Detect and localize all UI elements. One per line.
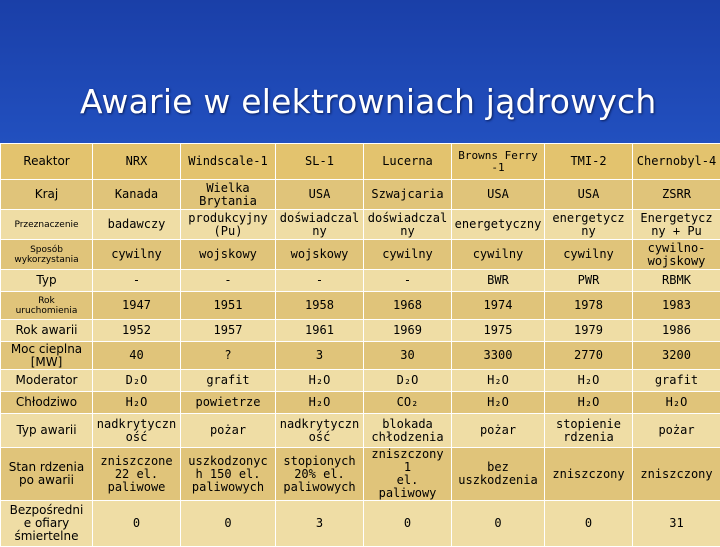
row-label-cell: Rok awarii (1, 320, 93, 342)
reactor-name-cell: SL-1 (276, 144, 364, 180)
table-cell: stopienie rdzenia (545, 414, 633, 448)
table-cell: 0 (364, 501, 452, 547)
table-cell: pożar (452, 414, 545, 448)
table-cell: 31 (633, 501, 720, 547)
table-cell: cywilny (452, 240, 545, 270)
table-row (1, 292, 720, 320)
table-cell: H₂O (93, 392, 181, 414)
table-cell: energetyczny (452, 210, 545, 240)
table-cell: 1969 (364, 320, 452, 342)
table-cell: 1986 (633, 320, 720, 342)
row-label-cell: Kraj (1, 180, 93, 210)
table-row (1, 320, 720, 342)
table-cell: 2770 (545, 342, 633, 370)
table-cell: 3300 (452, 342, 545, 370)
table-cell: RBMK (633, 270, 720, 292)
table-cell: H₂O (276, 392, 364, 414)
row-label-cell: Sposób wykorzystania (1, 240, 93, 270)
table-cell: 3200 (633, 342, 720, 370)
row-label-cell: Chłodziwo (1, 392, 93, 414)
table-cell: H₂O (633, 392, 720, 414)
table-cell: energetycz ny (545, 210, 633, 240)
table-cell: USA (545, 180, 633, 210)
reactor-name-cell: Windscale-1 (181, 144, 276, 180)
row-label-cell: Stan rdzenia po awarii (1, 448, 93, 501)
table-row (1, 240, 720, 270)
slide-title: Awarie w elektrowniach jądrowych (80, 82, 657, 121)
table-cell: 1979 (545, 320, 633, 342)
row-label-cell: Typ (1, 270, 93, 292)
table-cell: 1952 (93, 320, 181, 342)
table-cell: doświadczal ny (276, 210, 364, 240)
reactor-name-cell: NRX (93, 144, 181, 180)
table-cell: D₂O (364, 370, 452, 392)
table-cell: - (276, 270, 364, 292)
table-cell: 1958 (276, 292, 364, 320)
table-cell: H₂O (545, 392, 633, 414)
table-cell: 1983 (633, 292, 720, 320)
table-cell: blokada chłodzenia (364, 414, 452, 448)
table-cell: 3 (276, 501, 364, 547)
row-label-cell: Przeznaczenie (1, 210, 93, 240)
table-row (1, 342, 720, 370)
table-cell: H₂O (276, 370, 364, 392)
table-cell: cywilno- wojskowy (633, 240, 720, 270)
table-cell: Kanada (93, 180, 181, 210)
table-row (1, 448, 720, 501)
table-cell: zniszczony (633, 448, 720, 501)
table-cell: ? (181, 342, 276, 370)
table-row (1, 392, 720, 414)
table-cell: 0 (452, 501, 545, 547)
table-cell: H₂O (545, 370, 633, 392)
table-row (1, 270, 720, 292)
table-cell: 1975 (452, 320, 545, 342)
table-cell: 0 (181, 501, 276, 547)
row-label-cell: Moc cieplna [MW] (1, 342, 93, 370)
table-cell: ZSRR (633, 180, 720, 210)
table-cell: USA (276, 180, 364, 210)
table-cell: 30 (364, 342, 452, 370)
table-cell: wojskowy (181, 240, 276, 270)
table-cell: 1974 (452, 292, 545, 320)
table-cell: uszkodzonyc h 150 el. paliwowych (181, 448, 276, 501)
table-cell: - (181, 270, 276, 292)
table-cell: stopionych 20% el. paliwowych (276, 448, 364, 501)
row-label-cell: Bezpośredni e ofiary śmiertelne (1, 501, 93, 547)
table-cell: - (364, 270, 452, 292)
table-cell: cywilny (93, 240, 181, 270)
table-cell: 0 (545, 501, 633, 547)
table-cell: grafit (633, 370, 720, 392)
table-header-row (1, 144, 720, 180)
table-cell: BWR (452, 270, 545, 292)
table-cell: 1947 (93, 292, 181, 320)
row-label-cell: Moderator (1, 370, 93, 392)
table-row (1, 414, 720, 448)
table-cell: USA (452, 180, 545, 210)
table-cell: D₂O (93, 370, 181, 392)
table-cell: badawczy (93, 210, 181, 240)
table-cell: 1957 (181, 320, 276, 342)
table-cell: Energetycz ny + Pu (633, 210, 720, 240)
table-cell: Szwajcaria (364, 180, 452, 210)
table-cell: powietrze (181, 392, 276, 414)
reactor-name-cell: Browns Ferry -1 (452, 144, 545, 180)
table-cell: 1951 (181, 292, 276, 320)
table-cell: zniszczone 22 el. paliwowe (93, 448, 181, 501)
reactor-name-cell: Chernobyl-4 (633, 144, 720, 180)
table-cell: H₂O (452, 370, 545, 392)
reactor-name-cell: Lucerna (364, 144, 452, 180)
table-cell: 1968 (364, 292, 452, 320)
table-cell: 1961 (276, 320, 364, 342)
reactor-name-cell: TMI-2 (545, 144, 633, 180)
table-cell: 40 (93, 342, 181, 370)
table-cell: nadkrytyczn ość (93, 414, 181, 448)
table-cell: grafit (181, 370, 276, 392)
table-cell: pożar (633, 414, 720, 448)
table-cell: H₂O (452, 392, 545, 414)
table-cell: doświadczal ny (364, 210, 452, 240)
table-cell: zniszczony (545, 448, 633, 501)
table-cell: 1978 (545, 292, 633, 320)
table-cell: produkcyjny (Pu) (181, 210, 276, 240)
table-cell: CO₂ (364, 392, 452, 414)
table-cell: Wielka Brytania (181, 180, 276, 210)
table-row (1, 180, 720, 210)
table-cell: cywilny (364, 240, 452, 270)
table-cell: nadkrytyczn ość (276, 414, 364, 448)
table-cell: cywilny (545, 240, 633, 270)
table-cell: pożar (181, 414, 276, 448)
row-label-cell: Typ awarii (1, 414, 93, 448)
table-cell: 3 (276, 342, 364, 370)
table-cell: PWR (545, 270, 633, 292)
table-cell: 0 (93, 501, 181, 547)
accidents-table (0, 143, 720, 547)
table-cell: zniszczony 1 el. paliwowy (364, 448, 452, 501)
table-cell: - (93, 270, 181, 292)
table-cell: bez uszkodzenia (452, 448, 545, 501)
table-row (1, 210, 720, 240)
row-label-cell: Rok uruchomienia (1, 292, 93, 320)
table-row (1, 370, 720, 392)
table-cell: wojskowy (276, 240, 364, 270)
header-label-cell: Reaktor (1, 144, 93, 180)
